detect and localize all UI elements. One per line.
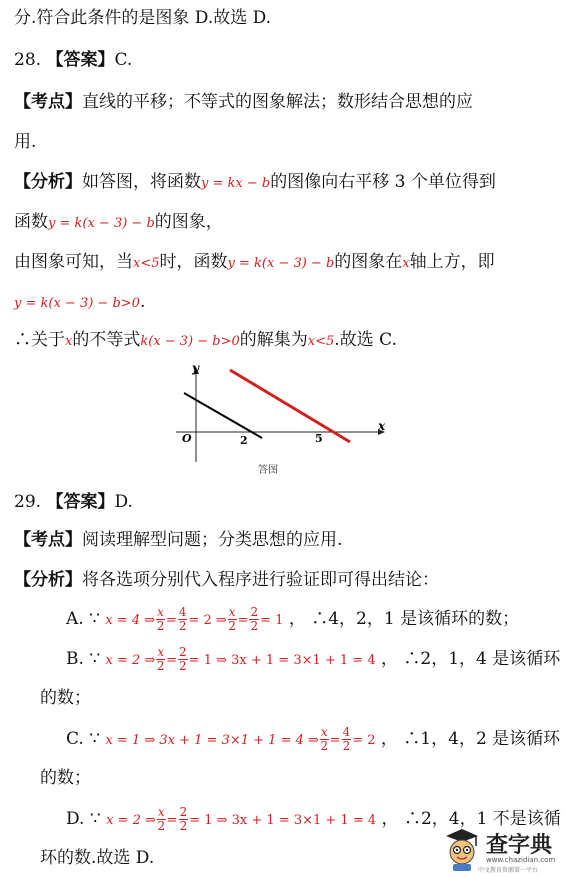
keypoint-text: 直线的平移；不等式的图象解法；数形结合思想的应 xyxy=(82,92,473,112)
question-number: 28. xyxy=(14,50,47,70)
fraction: $\frac{x}{2}$ xyxy=(156,605,165,633)
logo-text: 查字典 xyxy=(486,833,553,858)
analysis-text: 将各选项分别代入程序进行验证即可得出结论： xyxy=(82,570,439,590)
option-text: 的数； xyxy=(40,688,91,708)
equation: = xyxy=(166,653,178,668)
option-label: A. xyxy=(66,609,84,629)
origin-label: O xyxy=(182,432,192,445)
q29-keypoint-line xyxy=(14,528,342,552)
answer-graph xyxy=(170,360,400,480)
keypoint-text: 用. xyxy=(14,132,37,152)
text: 的图像向右平移 3 个单位得到 xyxy=(270,172,496,192)
text: ∴关于 xyxy=(14,330,65,350)
fraction: $\frac{x}{2}$ xyxy=(320,725,329,753)
equation: x<5 xyxy=(133,256,160,271)
equation: = xyxy=(166,813,178,828)
logo-subtitle: 中文教育资源第一平台 xyxy=(478,867,539,874)
keypoint-text: 阅读理解型问题；分类思想的应用. xyxy=(82,530,343,550)
equation: = xyxy=(237,613,249,628)
because-symbol: ∵ xyxy=(89,729,101,749)
answer: C. xyxy=(114,50,133,70)
option-label: B. xyxy=(66,649,84,669)
q28-answer-line xyxy=(14,48,132,72)
equation: x = 2 ⇒ xyxy=(105,653,156,668)
option-label: C. xyxy=(66,729,84,749)
text: 时，函数 xyxy=(159,252,228,272)
equation: = 1 ⇒ 3x + 1 = 3×1 + 1 = 4 xyxy=(188,653,376,668)
text: 的图象， xyxy=(154,212,223,232)
text: 分.符合此条件的是图象 D.故选 D. xyxy=(14,8,272,28)
text-line xyxy=(14,766,91,790)
text-line xyxy=(14,686,91,710)
equation: = 1 xyxy=(260,613,284,628)
option-c-line xyxy=(66,726,560,753)
equation: y = kx − b xyxy=(201,176,271,191)
answer: D. xyxy=(114,492,133,512)
text-line xyxy=(14,210,223,236)
fraction: $\frac{4}{2}$ xyxy=(342,725,351,753)
text-line xyxy=(14,6,271,30)
tick-label-2: 2 xyxy=(240,434,248,447)
analysis-tag: 【分析】 xyxy=(14,570,82,590)
text-line xyxy=(14,130,36,154)
option-text: ， ∴2，4，1 不是该循 xyxy=(381,809,561,829)
equation: x<5 xyxy=(307,334,335,349)
equation: = xyxy=(329,733,341,748)
equation: x = 4 ⇒ xyxy=(105,613,156,628)
text: 由图象可知，当 xyxy=(14,252,133,272)
answer-tag: 【答案】 xyxy=(46,50,115,70)
equation: = 2 xyxy=(352,733,376,748)
option-label: D. xyxy=(66,809,85,829)
equation: y = k(x − 3) − b>0 xyxy=(14,296,140,311)
q28-analysis-line xyxy=(14,170,496,196)
equation: = xyxy=(165,613,177,628)
option-text: ， ∴1，4，2 是该循环 xyxy=(380,729,561,749)
equation: = 2 ⇒ xyxy=(188,613,227,628)
equation: x = 2 ⇒ xyxy=(106,813,156,828)
option-text: 环的数.故选 D. xyxy=(40,848,155,868)
fraction: $\frac{4}{2}$ xyxy=(178,605,187,633)
fraction: $\frac{2}{2}$ xyxy=(179,805,188,833)
text: . xyxy=(139,292,146,312)
text: 的解集为 xyxy=(239,330,308,350)
option-text: 的数； xyxy=(40,768,91,788)
equation: k(x − 3) − b>0 xyxy=(140,334,240,349)
x-axis-label: x xyxy=(378,419,386,433)
site-logo xyxy=(442,826,562,874)
text-line xyxy=(14,250,495,276)
fraction: $\frac{x}{2}$ xyxy=(157,805,166,833)
option-text: ， ∴2，1，4 是该循环 xyxy=(381,649,561,669)
fraction: $\frac{x}{2}$ xyxy=(228,605,236,633)
text: .故选 C. xyxy=(334,330,397,350)
q28-keypoint-line xyxy=(14,90,473,114)
question-number: 29. xyxy=(14,492,47,512)
q29-answer-line xyxy=(14,490,133,514)
text: 函数 xyxy=(14,212,48,232)
variable: x xyxy=(65,334,73,349)
graph-caption: 答图 xyxy=(258,465,278,476)
q29-analysis-line xyxy=(14,568,439,592)
text-line xyxy=(14,290,145,316)
equation: x = 1 ⇒ 3x + 1 = 3×1 + 1 = 4 ⇒ xyxy=(105,733,319,748)
text: 如答图，将函数 xyxy=(82,172,201,192)
y-axis-label: y xyxy=(192,361,199,375)
text: 轴上方，即 xyxy=(409,252,495,272)
because-symbol: ∵ xyxy=(89,609,100,629)
keypoint-tag: 【考点】 xyxy=(14,92,82,112)
line-shifted xyxy=(230,370,350,442)
fraction: $\frac{2}{2}$ xyxy=(250,605,259,633)
because-symbol: ∵ xyxy=(89,649,101,669)
text: 的不等式 xyxy=(72,330,141,350)
option-a-line xyxy=(66,606,519,633)
keypoint-tag: 【考点】 xyxy=(14,530,82,550)
equation: y = k(x − 3) − b xyxy=(227,256,335,271)
option-text: ， ∴4，2，1 是该循环的数； xyxy=(288,609,520,629)
equation: = 1 ⇒ 3x + 1 = 3×1 + 1 = 4 xyxy=(189,813,377,828)
analysis-tag: 【分析】 xyxy=(14,172,82,192)
tick-label-5: 5 xyxy=(315,432,323,445)
variable: x xyxy=(402,256,410,271)
fraction: $\frac{x}{2}$ xyxy=(156,645,165,673)
mascot-icon xyxy=(442,826,482,872)
equation: y = k(x − 3) − b xyxy=(48,216,155,231)
option-b-line xyxy=(66,646,560,673)
answer-tag: 【答案】 xyxy=(46,492,115,512)
fraction: $\frac{2}{2}$ xyxy=(179,645,187,673)
text: 的图象在 xyxy=(334,252,403,272)
logo-url: www.chazidian.com xyxy=(486,856,556,864)
text-line xyxy=(14,328,397,354)
text-line xyxy=(14,846,154,870)
because-symbol: ∵ xyxy=(89,809,101,829)
